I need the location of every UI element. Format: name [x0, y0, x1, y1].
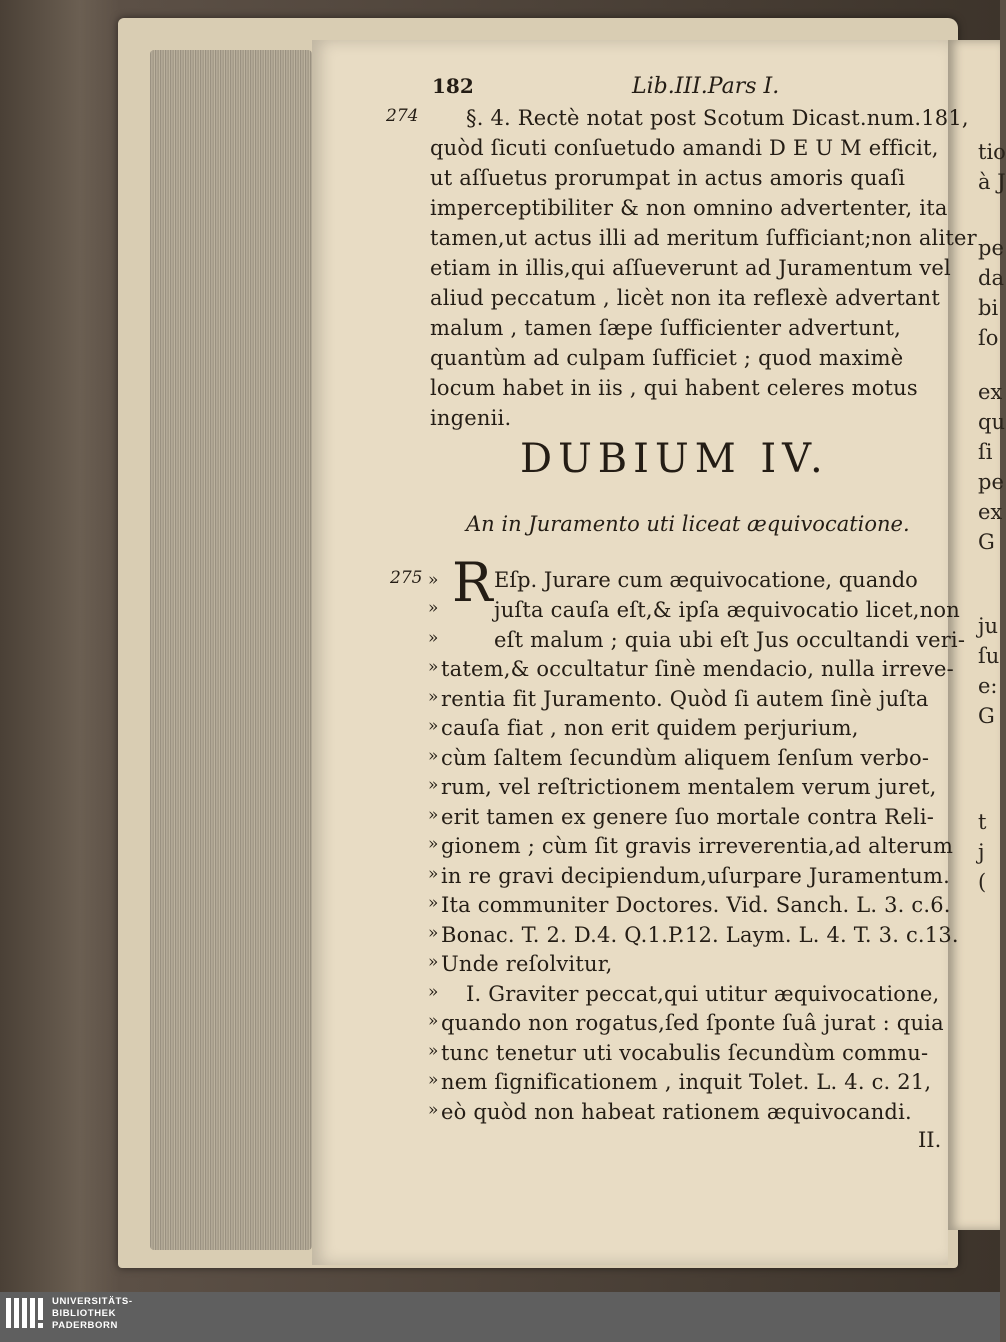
facing-page-text-fragment: ( [978, 870, 987, 894]
text-line: tatem,& occultatur ſinè mendacio, nulla irreve- [441, 657, 954, 681]
text-line: erit tamen ex genere ſuo mortale contra Reli- [441, 804, 935, 829]
quotation-mark: » [428, 893, 439, 913]
library-name-line1: UNIVERSITÄTS- [52, 1296, 133, 1307]
text-line: eſt malum ; quia ubi eſt Jus occultandi veri- [494, 627, 966, 652]
text-line: cauſa fiat , non erit quidem perjurium, [441, 716, 859, 740]
library-footer [0, 1292, 1000, 1342]
facing-page-text-fragment: ſi [978, 440, 993, 464]
drop-cap: R [452, 551, 493, 614]
facing-page-text-fragment: pe [978, 236, 1004, 260]
paragraph-marker-275: 275 [390, 568, 423, 588]
quotation-mark: » [428, 598, 439, 618]
running-title: Lib.III.Pars I. [632, 74, 780, 99]
facing-page-text-fragment: ex [978, 380, 1003, 404]
text-line: rentia fit Juramento. Quòd ſi autem ſinè juſta [441, 686, 929, 711]
page-edges [150, 50, 312, 1250]
quotation-mark: » [428, 804, 439, 825]
quotation-mark: » [428, 952, 439, 972]
text-line: I. Graviter peccat,qui utitur æquivocatione, [466, 981, 940, 1006]
text-line: locum habet in iis , qui habent celeres motus [430, 376, 918, 400]
quotation-mark: » [428, 716, 439, 736]
facing-page-text-fragment: pe [978, 470, 1004, 494]
catchword: II. [918, 1128, 942, 1152]
text-line: in re gravi decipiendum,uſurpare Juramentum. [441, 863, 951, 888]
text-line: imperceptibiliter & non omnino advertenter, ita [430, 196, 948, 220]
text-line: aliud peccatum , licèt non ita reflexè advertant [430, 286, 941, 310]
facing-page-text-fragment: t [978, 810, 987, 834]
facing-page-text-fragment: G [978, 704, 995, 728]
quotation-mark: » [428, 570, 439, 590]
section-subheading: An in Juramento uti liceat æquivocatione. [466, 512, 910, 536]
quotation-mark: » [428, 922, 439, 943]
text-line: eò quòd non habeat rationem æquivocandi. [441, 1099, 912, 1124]
text-line: juſta cauſa eſt,& ipſa æquivocatio licet,non [494, 598, 960, 622]
quotation-mark: » [428, 627, 439, 648]
text-line: Ita communiter Doctores. Vid. Sanch. L. 3. c.6. [441, 893, 951, 917]
facing-page-text-fragment: bi [978, 296, 999, 320]
text-line: tamen,ut actus illi ad meritum ſufficiant;non aliter [430, 226, 977, 250]
text-line: Bonac. T. 2. D.4. Q.1.P.12. Laym. L. 4. T. 3. c.13. [441, 922, 959, 947]
facing-page-text-fragment: ſo [978, 326, 999, 350]
facing-page-text-fragment: G [978, 530, 995, 554]
quotation-mark: » [428, 1040, 439, 1061]
quotation-mark: » [428, 1070, 439, 1090]
quotation-mark: » [428, 657, 439, 677]
text-line: cùm ſaltem ſecundùm aliquem ſenſum verbo- [441, 745, 930, 770]
text-line: rum, vel reſtrictionem mentalem verum juret, [441, 775, 937, 799]
facing-page-text-fragment: j [978, 840, 985, 864]
text-line: malum , tamen ſæpe ſufficienter advertunt, [430, 316, 902, 340]
text-line: etiam in illis,qui aſſueverunt ad Juramentum vel [430, 256, 951, 280]
text-line: Unde reſolvitur, [441, 952, 613, 976]
text-line: §. 4. Rectè notat post Scotum Dicast.num.181, [466, 106, 969, 130]
facing-page-text-fragment: e: [978, 674, 998, 698]
library-name-line2: BIBLIOTHEK [52, 1308, 117, 1319]
paragraph-marker-274: 274 [386, 106, 419, 126]
text-line: tunc tenetur uti vocabulis ſecundùm commu- [441, 1040, 929, 1065]
text-line: quòd ſicuti conſuetudo amandi D E U M efficit, [430, 136, 939, 160]
quotation-mark: » [428, 686, 439, 707]
text-line: quando non rogatus,ſed ſponte ſuâ jurat : quia [441, 1011, 944, 1035]
quotation-mark: » [428, 863, 439, 884]
paragraph-275-first-line: Eſp. Jurare cum æquivocatione, quando [494, 568, 918, 592]
text-line: quantùm ad culpam ſufficiet ; quod maximè [430, 346, 904, 370]
library-name-line3: PADERBORN [52, 1320, 118, 1331]
quotation-mark: » [428, 1011, 439, 1031]
quotation-mark: » [428, 1099, 439, 1120]
text-line: ut aſſuetus prorumpat in actus amoris quaſi [430, 166, 906, 190]
facing-page-text-fragment: ex [978, 500, 1003, 524]
section-heading: DUBIUM IV. [520, 436, 829, 482]
quotation-mark: » [428, 981, 439, 1002]
quotation-mark: » [428, 775, 439, 795]
page-number: 182 [432, 74, 474, 98]
text-line: ingenii. [430, 406, 512, 430]
facing-page-text-fragment: ſu [978, 644, 1000, 668]
facing-page-text-fragment: qu [978, 410, 1005, 434]
facing-page-text-fragment: da [978, 266, 1004, 290]
facing-page-text-fragment: à J [978, 170, 1006, 194]
text-line: gionem ; cùm ſit gravis irreverentia,ad alterum [441, 834, 954, 858]
facing-page-text-fragment: tio [978, 140, 1006, 164]
quotation-mark: » [428, 834, 439, 854]
text-line: nem ſignificationem , inquit Tolet. L. 4. c. 21, [441, 1070, 932, 1094]
facing-page-text-fragment: ju [978, 614, 999, 638]
quotation-mark: » [428, 745, 439, 766]
